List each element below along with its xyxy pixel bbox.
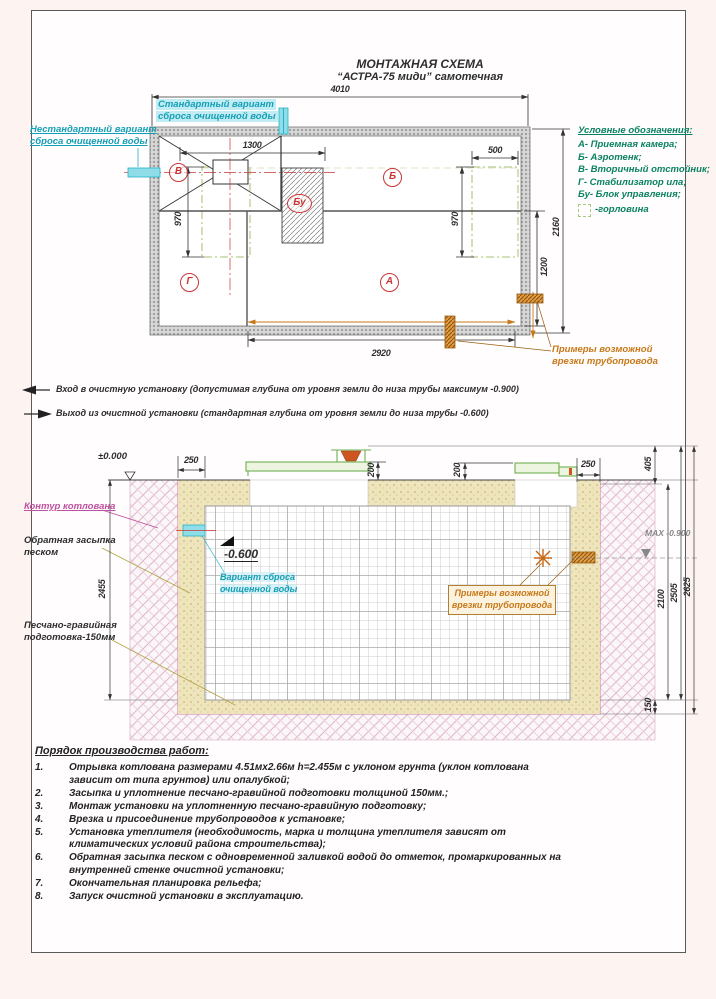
note-outlet: Выход из очистной установки (стандартная глубина от уровня земли до низа трубы -0.600) — [56, 408, 489, 418]
worklist-item: 3. Монтаж установки на уплотненную песчано-гравийную подготовку; — [35, 800, 427, 812]
dim-1200: 1200 — [539, 257, 549, 277]
label-backfill-line1: Обратная засыпка — [24, 535, 116, 546]
dim-2920: 2920 — [371, 348, 391, 358]
standard-variant-line2: сброса очищенной воды — [158, 111, 276, 122]
dim-2160: 2160 — [551, 217, 561, 237]
legend-item-g: Г- Стабилизатор ила; — [578, 176, 687, 188]
nonstandard-variant-line2: сброса очищенной воды — [30, 136, 148, 147]
gorlovina-icon — [578, 204, 591, 217]
tank-lid-left — [246, 462, 370, 476]
level-mark-zero — [125, 472, 135, 480]
dim-250-right: 250 — [580, 459, 596, 469]
label-compartment-a: А — [380, 273, 399, 292]
worklist-item: 5. Установка утеплителя (необходимость, марка и толщина утеплителя зависят от климатических условий района строительства); — [35, 826, 506, 851]
discharge-variant-line2: очищенной воды — [220, 584, 298, 594]
inlet-arrow-icon — [22, 386, 50, 395]
dim-970-right: 970 — [450, 211, 460, 227]
label-compartment-b: Б — [383, 168, 402, 187]
drawing-title: МОНТАЖНАЯ СХЕМА — [356, 57, 484, 71]
nonstandard-discharge-pipe — [128, 168, 160, 177]
worklist-item: 8. Запуск очистной установки в эксплуатацию. — [35, 891, 304, 903]
legend-title: Условные обозначения: — [578, 125, 693, 136]
plan-pipe-examples-line2: врезки трубопровода — [552, 356, 658, 367]
legend-item-b: Б- Аэротенк; — [578, 151, 642, 163]
legend-item-gorlovina: -горловина — [595, 204, 649, 216]
worklist-title: Порядок производства работ: — [35, 745, 209, 757]
dim-2505: 2505 — [669, 583, 679, 603]
worklist-item: 7. Окончательная планировка рельефа; — [35, 878, 262, 890]
worklist-item: 4. Врезка и присоединение трубопроводов к установке; — [35, 813, 346, 825]
section-view-drawing — [102, 446, 698, 740]
drawing-subtitle: “АСТРА-75 миди” самотечная — [337, 71, 503, 83]
plan-view-drawing — [124, 94, 570, 351]
section-pipe-examples-line2: врезки трубопровода — [451, 600, 553, 610]
worklist-item: 6. Обратная засыпка песком с одновременной заливкой водой до отметок, промаркированных на внутренней стенке очистной установки; — [35, 852, 561, 877]
label-compartment-g: Г — [180, 273, 199, 292]
dim-200-mid: 200 — [366, 462, 376, 478]
dim-2625: 2625 — [682, 577, 692, 597]
dim-150: 150 — [643, 697, 653, 713]
dim-405: 405 — [643, 456, 653, 472]
dim-2100: 2100 — [656, 589, 666, 609]
label-pit-contour: Контур котлована — [24, 501, 116, 512]
legend-item-bu: Бу- Блок управления; — [578, 189, 681, 201]
section-pipe-examples-box — [448, 585, 556, 615]
dim-2455: 2455 — [97, 579, 107, 599]
dim-250-left: 250 — [183, 455, 199, 465]
work-order-list — [35, 744, 567, 904]
level-minus-600: -0.600 — [224, 547, 259, 561]
legend-item-v: В- Вторичный отстойник; — [578, 164, 710, 176]
note-inlet: Вход в очистную установку (допустимая глубина от уровня земли до низа трубы максимум -0.900) — [56, 384, 519, 394]
label-compartment-bu: Бу — [287, 194, 312, 213]
dim-970-left: 970 — [173, 211, 183, 227]
label-base-line1: Песчано-гравийная — [24, 620, 117, 631]
dim-200-right: 200 — [452, 462, 462, 478]
section-pipe-examples-line1: Примеры возможной — [454, 588, 550, 598]
level-zero: ±0.000 — [98, 451, 127, 462]
level-max: MAX -0.900 — [645, 528, 691, 538]
label-base-line2: подготовка-150мм — [24, 632, 116, 643]
legend — [578, 124, 710, 217]
legend-item-a: А- Приемная камера; — [578, 139, 678, 150]
worklist-item: 2. Засыпка и уплотнение песчано-гравийной подготовки толщиной 150мм.; — [35, 787, 449, 799]
vent-icon — [331, 450, 371, 462]
outlet-arrow-icon — [24, 410, 52, 419]
plan-pipe-examples-line1: Примеры возможной — [552, 344, 653, 355]
standard-variant-line1: Стандартный вариант — [158, 99, 274, 110]
label-backfill-line2: песком — [24, 547, 59, 558]
dim-1300: 1300 — [242, 140, 262, 150]
dim-4010: 4010 — [330, 84, 350, 94]
label-compartment-v: В — [169, 163, 188, 182]
dim-500: 500 — [487, 145, 503, 155]
worklist-item: 1. Отрывка котлована размерами 4.51мх2.66м h=2.455м с уклоном грунта (уклон котлована зависит от типа грунтов) или опалубкой; — [35, 762, 529, 786]
discharge-variant-line1: Вариант сброса — [220, 572, 296, 582]
nonstandard-variant-line1: Нестандартный вариант — [30, 124, 157, 135]
